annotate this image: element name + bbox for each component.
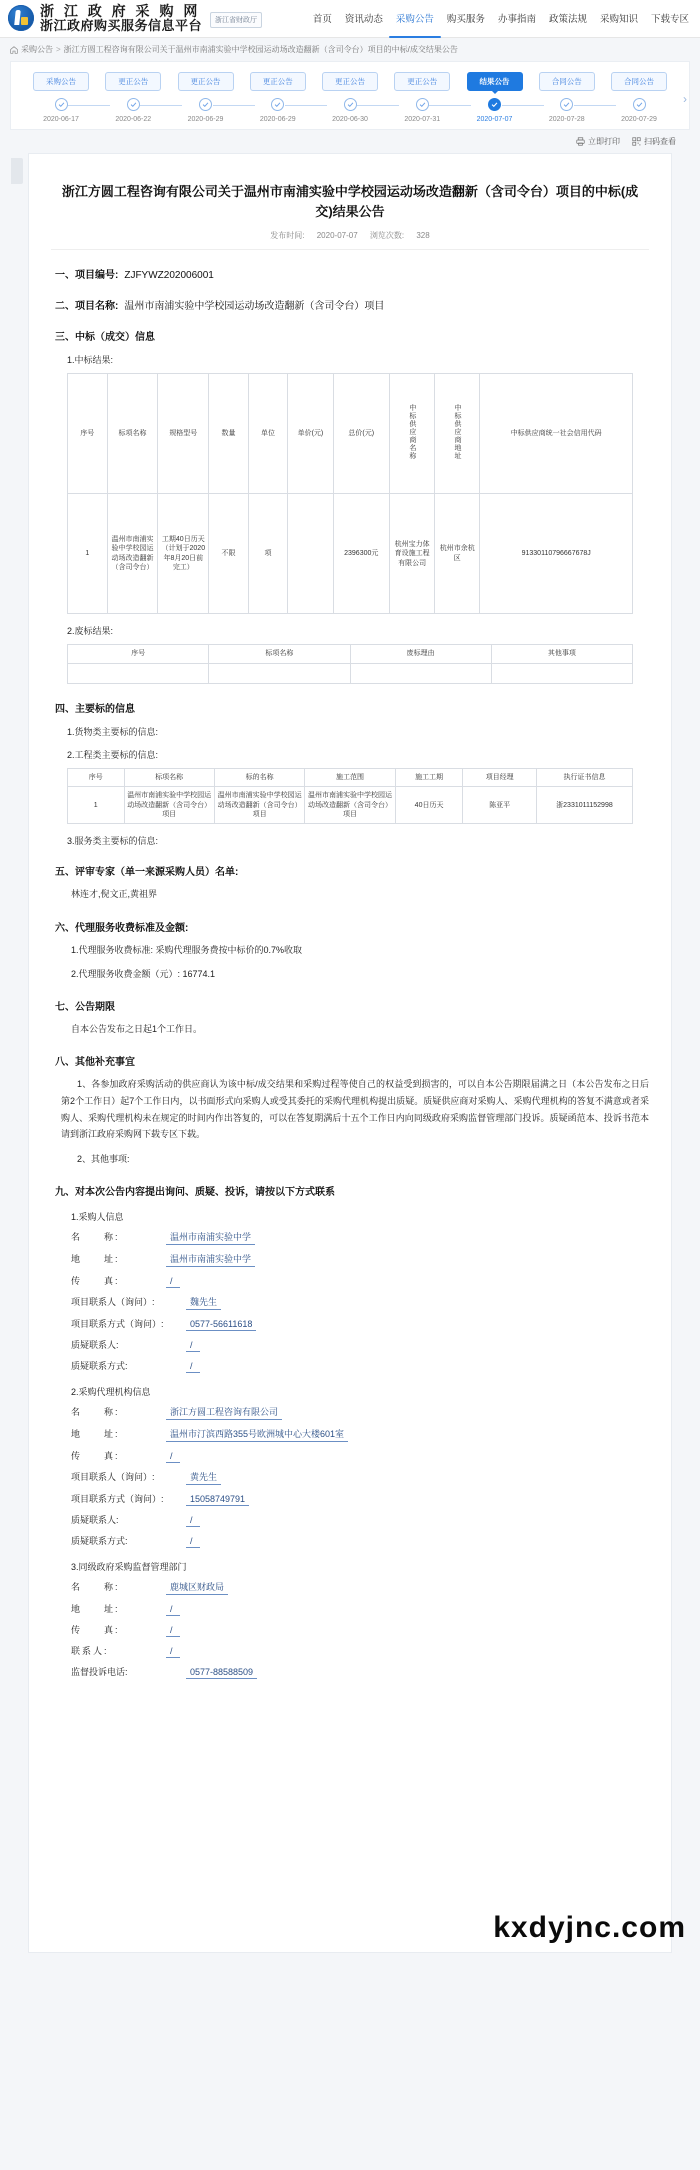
contact-row bbox=[71, 1602, 649, 1616]
contact-row bbox=[71, 1230, 649, 1245]
td-seq: 1 bbox=[68, 494, 108, 614]
contact-group-agency bbox=[71, 1385, 649, 1548]
qrcode-button[interactable] bbox=[632, 136, 676, 147]
contact-value: / bbox=[186, 1515, 200, 1527]
timeline-node-1[interactable] bbox=[127, 98, 140, 111]
nav-item-guide[interactable]: 办事指南 bbox=[497, 13, 536, 25]
breadcrumb bbox=[0, 38, 700, 61]
contact-value: 0577-56611618 bbox=[186, 1319, 256, 1331]
printer-icon bbox=[576, 137, 585, 146]
bid-result-table-header-row bbox=[68, 374, 633, 494]
td-eng-lot-name: 温州市南浦实验中学校园运动场改造翻新（含司令台）项目 bbox=[124, 787, 214, 824]
th-supplier-credit-code: 中标供应商统一社会信用代码 bbox=[480, 374, 633, 494]
contact-label: 传 真: bbox=[71, 1276, 120, 1287]
table-row bbox=[68, 494, 633, 614]
table-row bbox=[68, 663, 633, 683]
side-tab-decoration bbox=[11, 158, 23, 184]
contact-row bbox=[71, 1644, 649, 1658]
site-header bbox=[0, 0, 700, 38]
zhejiang-emblem-icon bbox=[8, 5, 34, 31]
th-void-other: 其他事项 bbox=[491, 645, 632, 663]
timeline-node-2[interactable] bbox=[199, 98, 212, 111]
th-eng-certificate: 执行证书信息 bbox=[536, 768, 632, 786]
section-6-title: 六、代理服务收费标准及金额: bbox=[55, 922, 189, 934]
contact-row bbox=[71, 1338, 649, 1352]
contact-value: / bbox=[166, 1276, 180, 1288]
td-void-seq bbox=[68, 663, 209, 683]
document-meta bbox=[51, 230, 649, 250]
contact-label: 名 称: bbox=[71, 1232, 120, 1243]
agency-fee-amount: 2.代理服务收费金额（元）: 16774.1 bbox=[71, 968, 216, 979]
bid-result-table bbox=[67, 373, 633, 614]
contact-value: / bbox=[166, 1625, 180, 1637]
timeline-label-3[interactable]: 更正公告 bbox=[250, 72, 306, 91]
section-2-title: 二、项目名称: bbox=[55, 301, 119, 313]
contact-row bbox=[71, 1580, 649, 1595]
void-result-table-header-row bbox=[68, 645, 633, 663]
watermark: kxdyjnc.com bbox=[493, 1911, 686, 1944]
engineering-table-header-row bbox=[68, 768, 633, 786]
contact-row bbox=[71, 1534, 649, 1548]
timeline-node-4[interactable] bbox=[344, 98, 357, 111]
breadcrumb-root[interactable]: 采购公告 bbox=[21, 45, 53, 54]
engineering-subject-table bbox=[67, 768, 633, 825]
th-void-seq: 序号 bbox=[68, 645, 209, 663]
contact-value: / bbox=[186, 1361, 200, 1373]
section-8-title: 八、其他补充事宜 bbox=[55, 1057, 135, 1069]
contact-label: 质疑联系方式: bbox=[71, 1536, 128, 1547]
nav-item-purchase-service[interactable]: 购买服务 bbox=[446, 13, 485, 25]
contact-label: 质疑联系方式: bbox=[71, 1361, 128, 1372]
timeline-label-2[interactable]: 更正公告 bbox=[178, 72, 234, 91]
section-1-title: 一、项目编号: bbox=[55, 270, 119, 282]
td-unit-price bbox=[288, 494, 333, 614]
breadcrumb-current: 浙江方圆工程咨询有限公司关于温州市南浦实验中学校园运动场改造翻新（含司令台）项目的中标/成交结果公告 bbox=[63, 45, 458, 54]
timeline-node-7[interactable] bbox=[560, 98, 573, 111]
contact-label: 项目联系方式（询问）: bbox=[71, 1494, 164, 1505]
contact-value: / bbox=[166, 1646, 180, 1658]
logo-line-1: 浙 江 政 府 采 购 网 bbox=[40, 2, 201, 19]
publish-time-label: 发布时间: bbox=[270, 231, 305, 241]
timeline-next-arrow-icon[interactable]: › bbox=[683, 91, 687, 106]
contact-value: / bbox=[166, 1451, 180, 1463]
qrcode-button-label: 扫码查看 bbox=[644, 137, 676, 146]
th-supplier-address: 中标供应商地址 bbox=[435, 374, 480, 494]
contact-value: / bbox=[186, 1536, 200, 1548]
timeline-node-8[interactable] bbox=[633, 98, 646, 111]
action-bar bbox=[0, 136, 688, 147]
project-name-value: 温州市南浦实验中学校园运动场改造翻新（含司令台）项目 bbox=[124, 301, 385, 313]
contact-label: 名 称: bbox=[71, 1407, 120, 1418]
print-button[interactable] bbox=[576, 136, 620, 147]
timeline-label-7[interactable]: 合同公告 bbox=[539, 72, 595, 91]
timeline bbox=[11, 72, 689, 123]
contact-value: 0577-88588509 bbox=[186, 1667, 257, 1679]
contact-value: 15058749791 bbox=[186, 1494, 249, 1506]
contact-row bbox=[71, 1295, 649, 1310]
nav-item-downloads[interactable]: 下载专区 bbox=[650, 13, 689, 25]
section-project-name bbox=[55, 297, 649, 312]
contact-row bbox=[71, 1252, 649, 1267]
th-unit: 单位 bbox=[248, 374, 288, 494]
th-eng-duration: 施工工期 bbox=[395, 768, 463, 786]
qrcode-icon bbox=[632, 137, 641, 146]
contact-row bbox=[71, 1623, 649, 1637]
timeline-node-5[interactable] bbox=[416, 98, 429, 111]
site-logo[interactable] bbox=[8, 4, 262, 33]
contact-group-purchaser bbox=[71, 1210, 649, 1373]
td-eng-subject-name: 温州市南浦实验中学校园运动场改造翻新（含司令台）项目 bbox=[214, 787, 304, 824]
timeline-date-0: 2020-06-17 bbox=[43, 116, 79, 123]
contact-label: 名 称: bbox=[71, 1582, 120, 1593]
nav-item-policy[interactable]: 政策法规 bbox=[548, 13, 587, 25]
contact-row bbox=[71, 1513, 649, 1527]
th-eng-lot-name: 标项名称 bbox=[124, 768, 214, 786]
supplementary-paragraph-2: 2、其他事项: bbox=[77, 1153, 130, 1164]
contact-label: 监督投诉电话: bbox=[71, 1667, 128, 1678]
timeline-label-1[interactable]: 更正公告 bbox=[105, 72, 161, 91]
contact-value: 温州市汀滨西路355号欧洲城中心大楼601室 bbox=[166, 1427, 348, 1442]
td-total-price: 2396300元 bbox=[333, 494, 390, 614]
timeline-label-6[interactable]: 结果公告 bbox=[467, 72, 523, 91]
td-spec-model: 工期40日历天（计划于2020年8月20日前完工） bbox=[158, 494, 209, 614]
timeline-date-1: 2020-06-22 bbox=[115, 116, 152, 123]
contact-row bbox=[71, 1470, 649, 1485]
publish-time-value: 2020-07-07 bbox=[316, 231, 358, 241]
contact-label: 地 址: bbox=[71, 1254, 120, 1265]
contact-row bbox=[71, 1274, 649, 1288]
th-total-price: 总价(元) bbox=[333, 374, 390, 494]
timeline-dates bbox=[29, 116, 671, 123]
subsection-goods-subject: 1.货物类主要标的信息: bbox=[67, 726, 159, 737]
timeline-date-8: 2020-07-29 bbox=[621, 116, 657, 123]
views-label: 浏览次数: bbox=[369, 231, 405, 241]
th-void-reason: 废标理由 bbox=[350, 645, 491, 663]
announcement-document bbox=[28, 153, 672, 1953]
page-title: 浙江方圆工程咨询有限公司关于温州市南浦实验中学校园运动场改造翻新（含司令台）项目的中标(成交)结果公告 bbox=[61, 184, 639, 220]
td-quantity: 不限 bbox=[209, 494, 249, 614]
void-result-table bbox=[67, 644, 633, 683]
timeline-date-2: 2020-06-29 bbox=[187, 116, 224, 123]
th-unit-price: 单价(元) bbox=[288, 374, 333, 494]
td-lot-name: 温州市南浦实验中学校园运动场改造翻新（含司令台） bbox=[107, 494, 158, 614]
print-button-label: 立即打印 bbox=[588, 137, 620, 146]
contact-value: 魏先生 bbox=[186, 1295, 221, 1310]
contact-label: 项目联系人（询问）: bbox=[71, 1297, 155, 1308]
contact-group-title: 2.采购代理机构信息 bbox=[71, 1387, 151, 1398]
th-supplier-name: 中标供应商名称 bbox=[390, 374, 435, 494]
contact-label: 质疑联系人: bbox=[71, 1340, 119, 1351]
subsection-engineering-subject: 2.工程类主要标的信息: bbox=[67, 749, 159, 760]
contact-row bbox=[71, 1665, 649, 1679]
timeline-date-6: 2020-07-07 bbox=[476, 116, 513, 123]
td-supplier-credit-code: 91330110796667678J bbox=[480, 494, 633, 614]
contact-label: 联系人: bbox=[71, 1646, 109, 1657]
td-eng-manager: 陈亚平 bbox=[463, 787, 536, 824]
td-supplier-name: 杭州宝力体育设施工程有限公司 bbox=[390, 494, 435, 614]
td-supplier-address: 杭州市余杭区 bbox=[435, 494, 480, 614]
contact-group-title: 3.同级政府采购监督管理部门 bbox=[71, 1562, 187, 1573]
contact-value: / bbox=[186, 1340, 200, 1352]
timeline-date-7: 2020-07-28 bbox=[548, 116, 585, 123]
nav-item-home[interactable]: 首页 bbox=[312, 13, 332, 25]
td-eng-certificate: 浙2331011152998 bbox=[536, 787, 632, 824]
home-icon bbox=[10, 46, 18, 54]
td-void-reason bbox=[350, 663, 491, 683]
nav-item-knowledge[interactable]: 采购知识 bbox=[599, 13, 638, 25]
contact-row bbox=[71, 1449, 649, 1463]
timeline-node-0[interactable] bbox=[55, 98, 68, 111]
td-void-other bbox=[491, 663, 632, 683]
timeline-label-5[interactable]: 更正公告 bbox=[394, 72, 450, 91]
contact-row bbox=[71, 1405, 649, 1420]
th-lot-name: 标项名称 bbox=[107, 374, 158, 494]
td-void-lot-name bbox=[209, 663, 350, 683]
timeline-label-8[interactable]: 合同公告 bbox=[611, 72, 667, 91]
contact-label: 地 址: bbox=[71, 1604, 120, 1615]
section-7-title: 七、公告期限 bbox=[55, 1002, 115, 1014]
timeline-nodes bbox=[29, 98, 671, 111]
th-eng-subject-name: 标的名称 bbox=[214, 768, 304, 786]
th-eng-manager: 项目经理 bbox=[463, 768, 536, 786]
th-quantity: 数量 bbox=[209, 374, 249, 494]
section-5-title: 五、评审专家（单一来源采购人员）名单: bbox=[55, 867, 239, 879]
td-eng-seq: 1 bbox=[68, 787, 125, 824]
contact-label: 传 真: bbox=[71, 1625, 120, 1636]
th-void-lot-name: 标项名称 bbox=[209, 645, 350, 663]
timeline-node-6-current[interactable] bbox=[488, 98, 501, 111]
agency-fee-standard: 1.代理服务收费标准: 采购代理服务费按中标价的0.7%收取 bbox=[71, 944, 303, 955]
section-3-title: 三、中标（成交）信息 bbox=[55, 332, 155, 344]
timeline-label-0[interactable]: 采购公告 bbox=[33, 72, 89, 91]
contact-label: 地 址: bbox=[71, 1429, 120, 1440]
th-eng-seq: 序号 bbox=[68, 768, 125, 786]
contact-row bbox=[71, 1317, 649, 1331]
section-4-title: 四、主要标的信息 bbox=[55, 703, 135, 715]
breadcrumb-separator: > bbox=[56, 45, 61, 54]
td-eng-duration: 40日历天 bbox=[395, 787, 463, 824]
contact-row bbox=[71, 1359, 649, 1373]
section-9-title: 九、对本次公告内容提出询问、质疑、投诉，请按以下方式联系 bbox=[55, 1187, 335, 1199]
review-experts-value: 林连才,倪文正,黄祖界 bbox=[71, 889, 158, 900]
timeline-date-4: 2020-06-30 bbox=[332, 116, 368, 123]
logo-text bbox=[40, 4, 202, 33]
contact-value: 温州市南浦实验中学 bbox=[166, 1252, 255, 1267]
project-number-value: ZJFYWZ202006001 bbox=[124, 270, 214, 282]
nav-item-news[interactable]: 资讯动态 bbox=[344, 13, 383, 25]
contact-value: / bbox=[166, 1604, 180, 1616]
main-navigation bbox=[312, 7, 690, 31]
announcement-period-value: 自本公告发布之日起1个工作日。 bbox=[71, 1024, 203, 1035]
views-value: 328 bbox=[416, 231, 430, 241]
gov-department-badge: 浙江省财政厅 bbox=[210, 12, 262, 28]
subsection-service-subject: 3.服务类主要标的信息: bbox=[67, 836, 159, 847]
contact-label: 项目联系人（询问）: bbox=[71, 1472, 155, 1483]
timeline-labels bbox=[29, 72, 671, 91]
th-seq: 序号 bbox=[68, 374, 108, 494]
contact-group-title: 1.采购人信息 bbox=[71, 1212, 124, 1223]
contact-value: 浙江方圆工程咨询有限公司 bbox=[166, 1405, 282, 1420]
contact-label: 质疑联系人: bbox=[71, 1515, 119, 1526]
timeline-node-3[interactable] bbox=[271, 98, 284, 111]
td-eng-scope: 温州市南浦实验中学校园运动场改造翻新（含司令台）项目 bbox=[305, 787, 395, 824]
contact-label: 项目联系方式（询问）: bbox=[71, 1319, 164, 1330]
section-project-number bbox=[55, 266, 649, 281]
contact-row bbox=[71, 1492, 649, 1506]
table-row bbox=[68, 787, 633, 824]
td-unit: 项 bbox=[248, 494, 288, 614]
th-spec-model: 规格型号 bbox=[158, 374, 209, 494]
timeline-date-5: 2020-07-31 bbox=[404, 116, 441, 123]
contact-label: 传 真: bbox=[71, 1451, 120, 1462]
contact-row bbox=[71, 1427, 649, 1442]
logo-line-2: 浙江政府购买服务信息平台 bbox=[40, 18, 203, 34]
contact-value: 黄先生 bbox=[186, 1470, 221, 1485]
timeline-date-3: 2020-06-29 bbox=[259, 116, 296, 123]
contact-value: 鹿城区财政局 bbox=[166, 1580, 228, 1595]
nav-item-procurement-notice[interactable]: 采购公告 bbox=[395, 7, 435, 29]
subsection-bid-result: 1.中标结果: bbox=[67, 355, 114, 366]
subsection-void-result: 2.废标结果: bbox=[67, 626, 114, 637]
contact-value: 温州市南浦实验中学 bbox=[166, 1230, 255, 1245]
contact-group-supervisor bbox=[71, 1560, 649, 1679]
th-eng-scope: 施工范围 bbox=[305, 768, 395, 786]
timeline-card bbox=[10, 61, 690, 130]
supplementary-paragraph-1: 1、各参加政府采购活动的供应商认为该中标/成交结果和采购过程等使自己的权益受到损害的，可以自本公告期限届满之日（本公告发布之日后第2个工作日）起7个工作日内，以书面形式向采购人或受其委托的采购代理机构提出质疑。质疑供应商对采购人、采购代理机构的答复不满意或者采购人、采购代理机构未在规定的时间内作出答复的，可以在答复期满后十五个工作日内向同级政府采购监督管理部门投诉。质疑函范本、投诉书范本请到浙江政府采购网下载专区下载。 bbox=[61, 1079, 649, 1140]
timeline-label-4[interactable]: 更正公告 bbox=[322, 72, 378, 91]
